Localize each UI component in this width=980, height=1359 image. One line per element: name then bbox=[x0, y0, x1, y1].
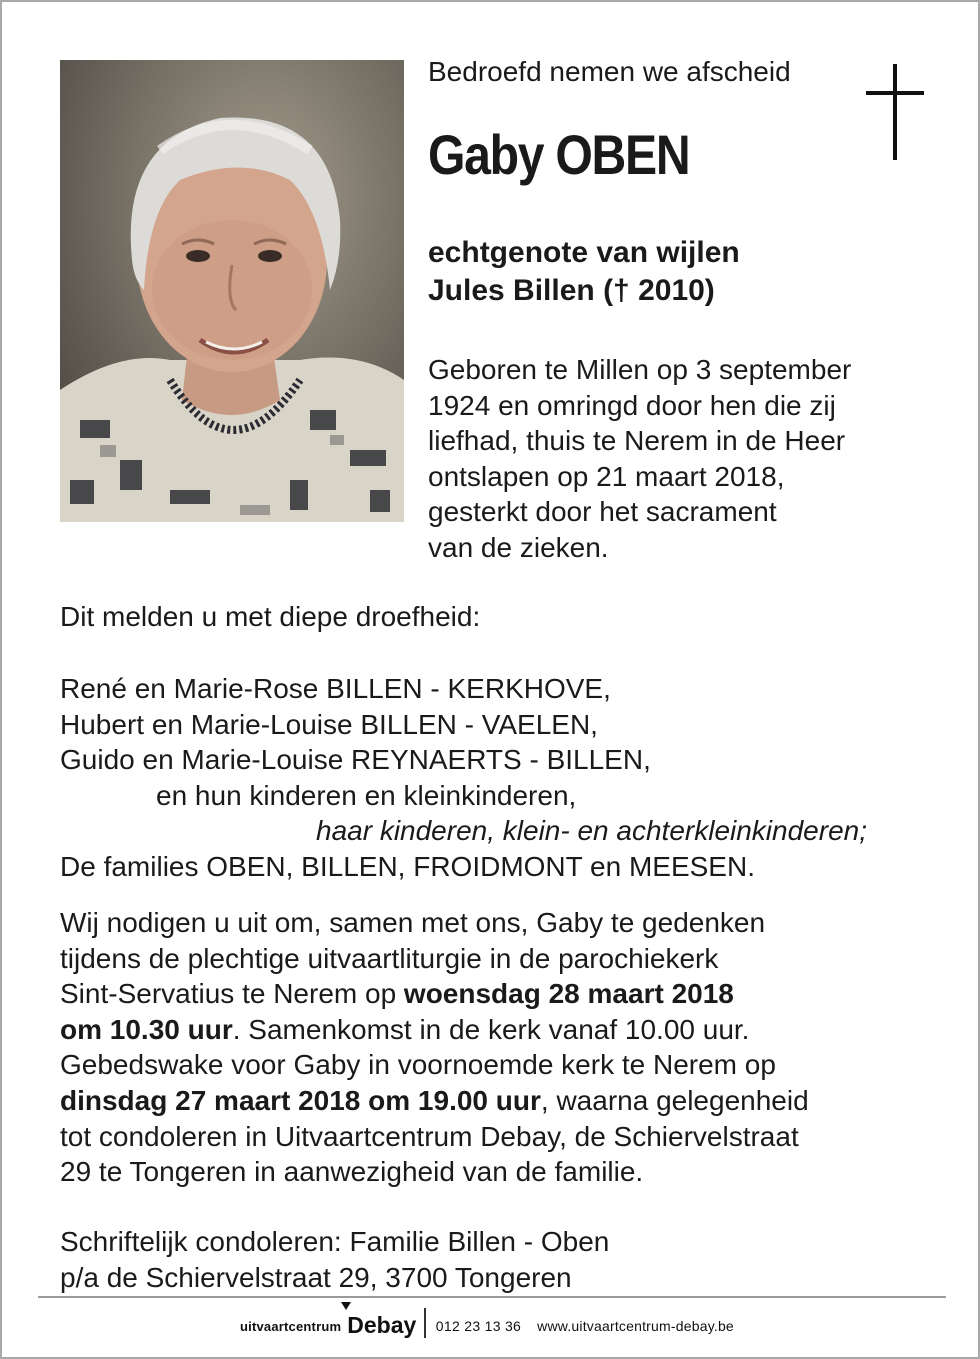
brand-small-text: uitvaartcentrum bbox=[240, 1319, 342, 1334]
portrait-photo bbox=[60, 60, 404, 522]
phone-number: 012 23 13 36 bbox=[435, 1318, 522, 1334]
family-couple: Hubert en Marie-Louise BILLEN - VAELEN, bbox=[60, 708, 598, 740]
spouse-line: echtgenote van wijlen bbox=[428, 236, 740, 269]
condolence-address bbox=[60, 1224, 609, 1295]
triangle-down-icon bbox=[341, 1302, 351, 1310]
spouse-info bbox=[428, 234, 740, 310]
grandchildren-line: en hun kinderen en kleinkinderen, bbox=[156, 779, 577, 811]
brand-name: Debay bbox=[347, 1312, 417, 1338]
family-list bbox=[60, 671, 867, 884]
website-link[interactable]: www.uitvaartcentrum-debay.be bbox=[537, 1318, 734, 1334]
invitation-line: tijdens de plechtige uitvaartliturgie in de parochiekerk bbox=[60, 942, 719, 974]
condolence-line: Schriftelijk condoleren: Familie Billen - Oben bbox=[60, 1226, 610, 1257]
relation-line: haar kinderen, klein- en achterkleinkinderen; bbox=[316, 815, 867, 846]
footer-separator bbox=[424, 1308, 426, 1338]
birth-line: gesterkt door het sacrament bbox=[428, 496, 777, 527]
portrait-illustration bbox=[60, 60, 404, 522]
invitation-line: 29 te Tongeren in aanwezigheid van de familie. bbox=[60, 1156, 644, 1188]
spouse-line: Jules Billen († 2010) bbox=[428, 274, 715, 307]
birth-paragraph bbox=[428, 352, 851, 565]
invitation-line: tot condoleren in Uitvaartcentrum Debay, de Schiervelstraat bbox=[60, 1120, 799, 1152]
footer-divider bbox=[38, 1296, 946, 1298]
deceased-name: Gaby OBEN bbox=[428, 123, 690, 186]
families-line: De families OBEN, BILLEN, FROIDMONT en MEESEN. bbox=[60, 850, 755, 882]
invitation-line bbox=[60, 1083, 809, 1119]
funeral-time: om 10.30 uur bbox=[60, 1013, 233, 1045]
latin-cross-icon bbox=[866, 64, 924, 160]
invitation-text: . Samenkomst in de kerk vanaf 10.00 uur. bbox=[232, 1013, 750, 1045]
invitation-line: Wij nodigen u uit om, samen met ons, Gaby te gedenken bbox=[60, 907, 766, 938]
birth-line: liefhad, thuis te Nerem in de Heer bbox=[428, 425, 846, 456]
family-couple: René en Marie-Rose BILLEN - KERKHOVE, bbox=[60, 673, 611, 704]
invitation-line: Gebedswake voor Gaby in voornoemde kerk te Nerem op bbox=[60, 1049, 776, 1081]
birth-line: Geboren te Millen op 3 september bbox=[428, 354, 852, 385]
birth-line: 1924 en omringd door hen die zij bbox=[428, 389, 836, 421]
intro-text: Bedroefd nemen we afscheid bbox=[428, 56, 791, 87]
invitation-line bbox=[60, 1012, 809, 1048]
vigil-datetime: dinsdag 27 maart 2018 om 19.00 uur bbox=[60, 1084, 541, 1116]
invitation-text: , waarna gelegenheid bbox=[540, 1084, 809, 1116]
birth-line: van de zieken. bbox=[428, 531, 609, 563]
family-couple: Guido en Marie-Louise REYNAERTS - BILLEN, bbox=[60, 744, 651, 775]
invitation-line bbox=[60, 976, 809, 1012]
invitation-text: Sint-Servatius te Nerem op bbox=[60, 978, 404, 1010]
brand-logo bbox=[347, 1312, 416, 1338]
invitation-paragraph bbox=[60, 905, 809, 1190]
condolence-line: p/a de Schiervelstraat 29, 3700 Tongeren bbox=[60, 1261, 572, 1293]
announcement-text: Dit melden u met diepe droefheid: bbox=[60, 601, 481, 632]
birth-line: ontslapen op 21 maart 2018, bbox=[428, 460, 785, 492]
funeral-home-footer bbox=[240, 1306, 734, 1338]
funeral-date: woensdag 28 maart 2018 bbox=[403, 978, 734, 1010]
